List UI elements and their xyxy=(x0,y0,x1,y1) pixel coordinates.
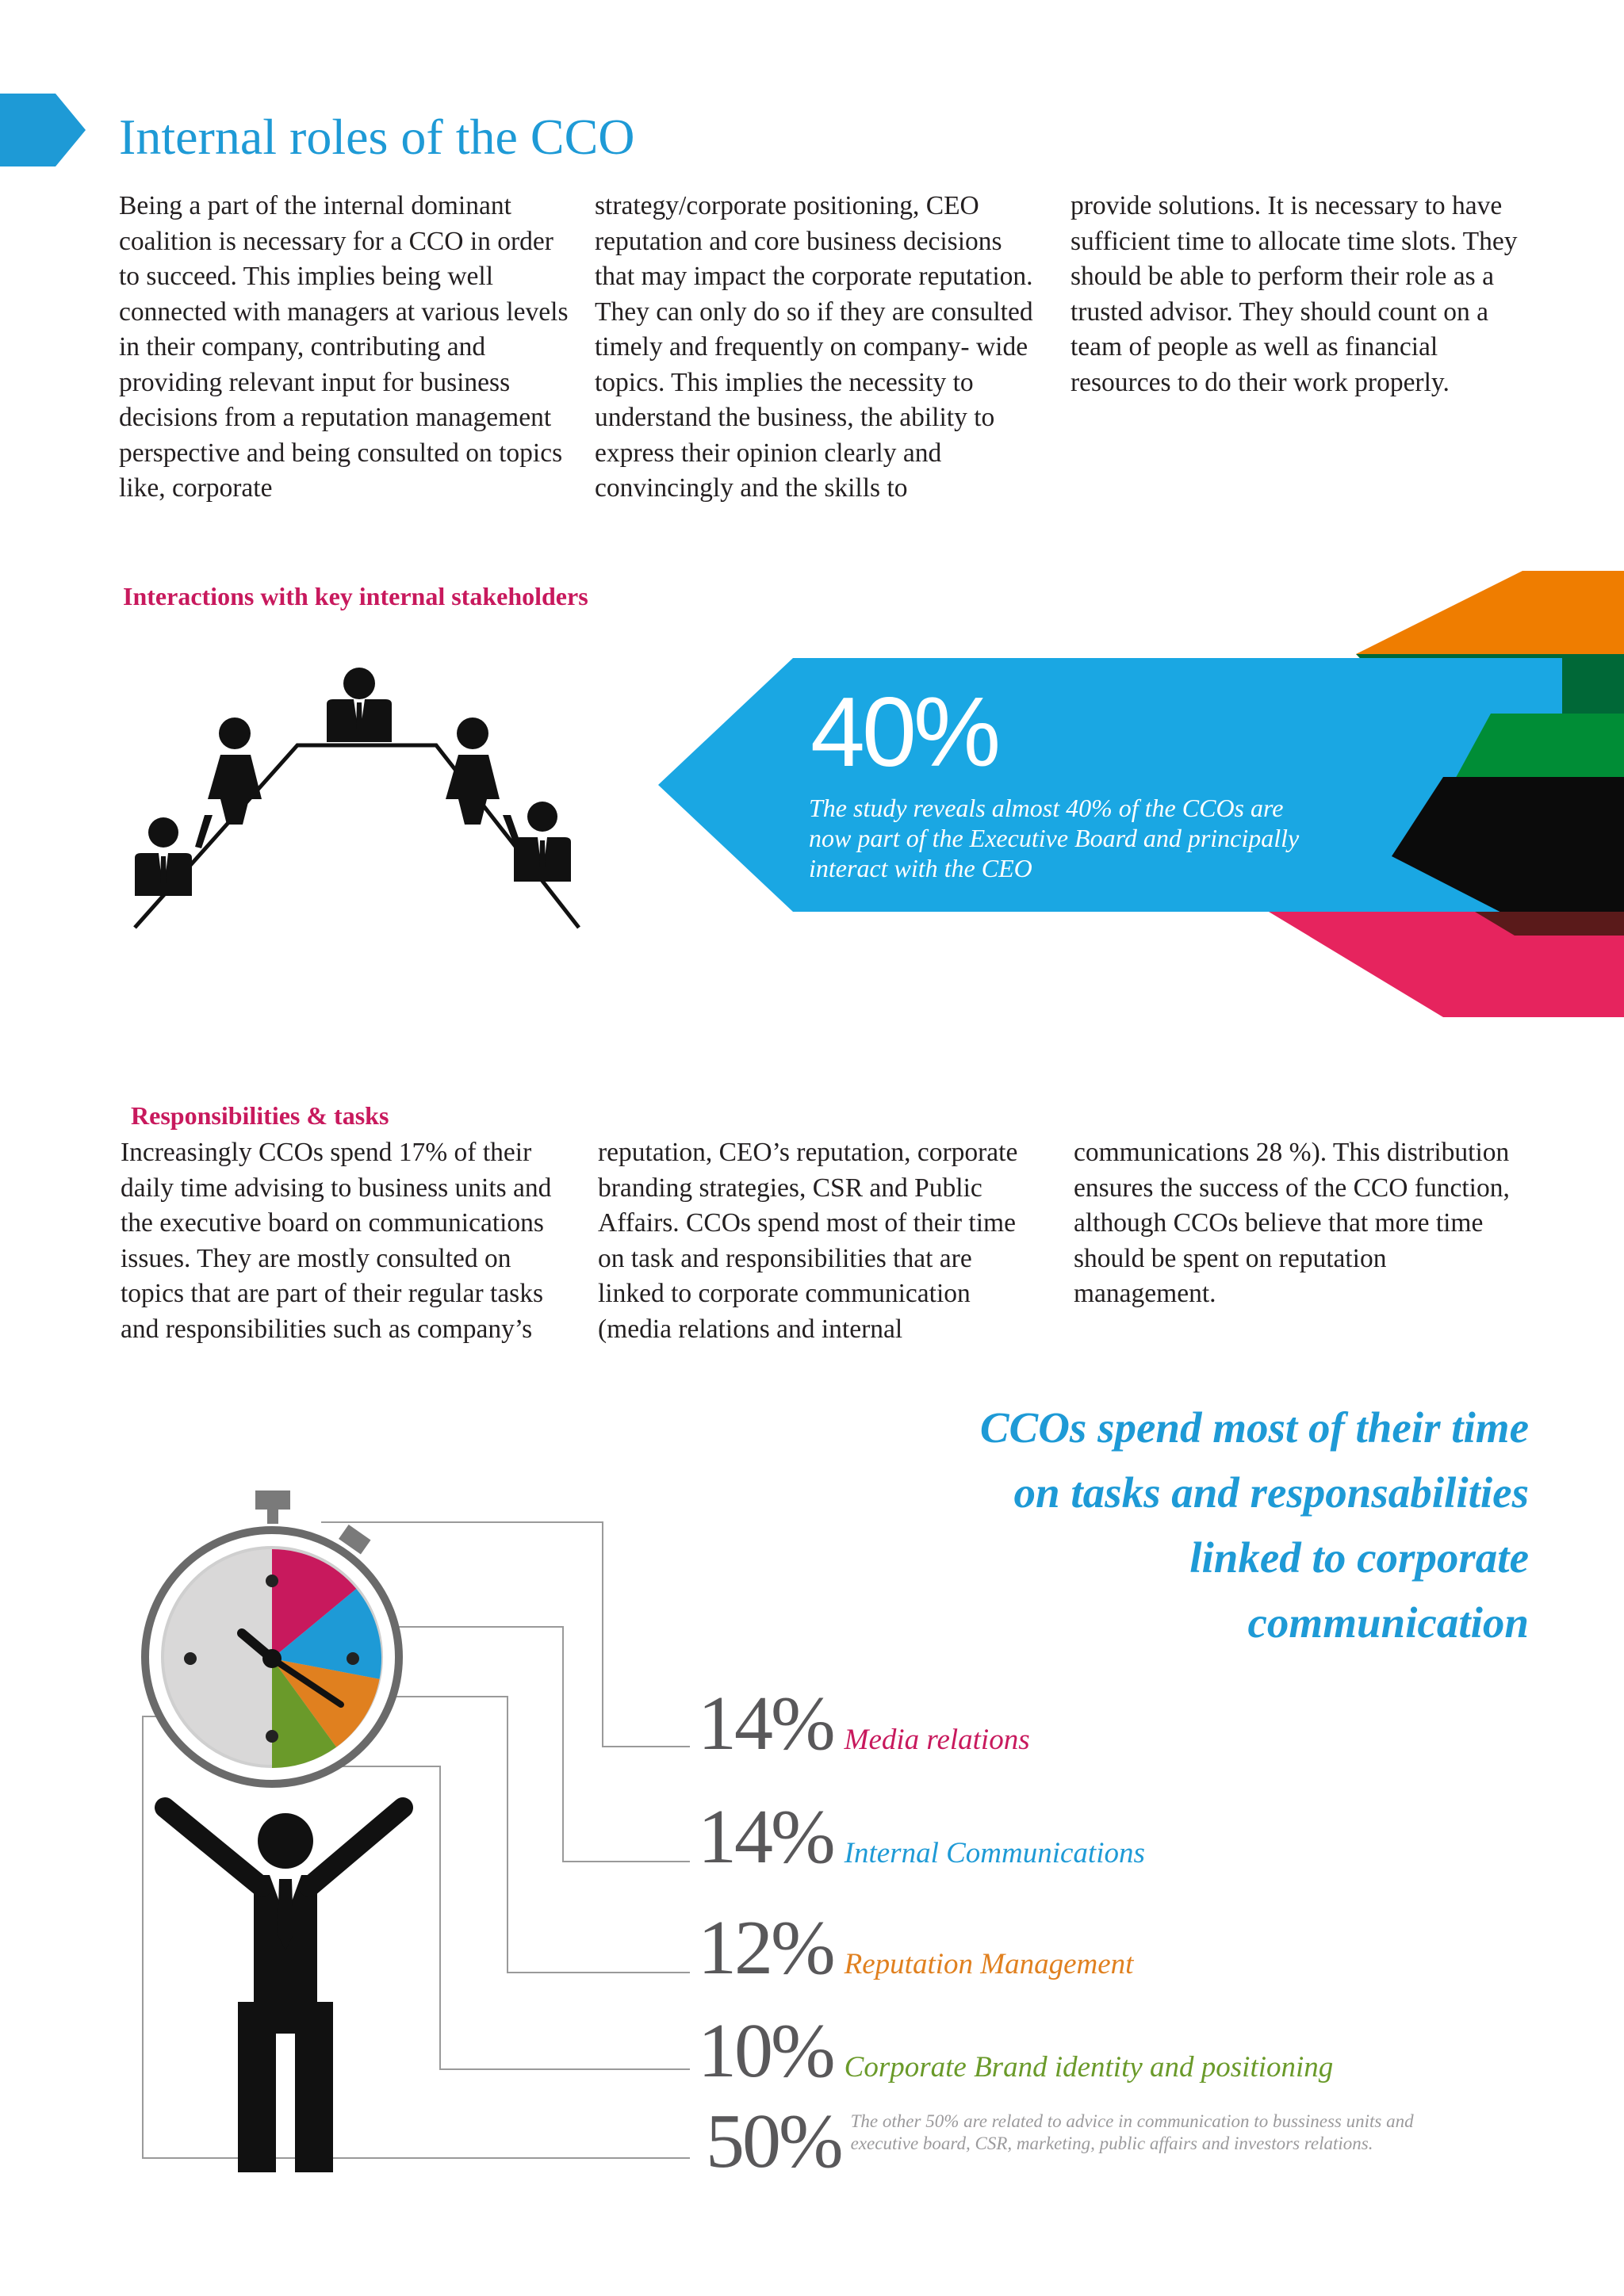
person-woman-left-icon xyxy=(195,718,262,848)
stat-row-1 xyxy=(698,1681,1030,1766)
leader-line-other xyxy=(143,1716,690,2158)
leader-line-reputation xyxy=(389,1697,690,1973)
businessman-icon xyxy=(165,1808,403,2172)
person-head-icon xyxy=(327,668,392,742)
stat-label: Internal Communications xyxy=(844,1837,1145,1869)
responsibilities-heading: Responsibilities & tasks xyxy=(131,1101,389,1130)
orange-chevron-shape xyxy=(1356,571,1624,654)
person-man-left-icon xyxy=(135,817,192,896)
stat-row-2 xyxy=(698,1794,1145,1880)
intro-column-3: provide solutions. It is necessary to have sufficient time to allocate time slots. They should be able to perform their role as a trusted advisor. They should count on a team of people as well as financial resources to do their work properly. xyxy=(1071,191,1518,397)
stat-label: Corporate Brand identity and positioning xyxy=(844,2051,1334,2084)
responsibilities-column-3: communications 28 %). This distribution ensures the success of the CCO function, although CCOs believe that more time should be spent on reputation management. xyxy=(1074,1138,1510,1308)
stat-percent: 14% xyxy=(698,1681,833,1766)
callout-text: CCOs spend most of their time on tasks and responsabilities linked to corporate communication xyxy=(979,1403,1529,1647)
stat-percent: 10% xyxy=(698,2008,833,2094)
person-woman-right-icon xyxy=(446,718,522,848)
stat-label: Reputation Management xyxy=(844,1948,1134,1980)
person-man-right-icon xyxy=(514,802,571,882)
page-title: Internal roles of the CCO xyxy=(119,109,635,165)
banner-text: The study reveals almost 40% of the CCOs are now part of the Executive Board and principally interact with the CEO xyxy=(809,794,1300,882)
title-marker xyxy=(0,94,87,166)
interactions-heading: Interactions with key internal stakeholders xyxy=(123,582,588,610)
arrow-marker-icon xyxy=(0,94,87,166)
responsibilities-column-1: Increasingly CCOs spend 17% of their daily time advising to business units and the executive board on communications issues. They are mostly consulted on topics that are part of their regular tasks and responsibilities such as company’s xyxy=(121,1138,552,1344)
leader-line-brand xyxy=(313,1766,690,2069)
intro-column-2: strategy/corporate positioning, CEO reputation and core business decisions that may impact the corporate reputation. They can only do so if they are consulted timely and frequently on company- wide topics. This implies the necessity to understand the business, the ability to express their opinion clearly and convincingly and the skills to xyxy=(595,191,1033,503)
stat-percent: 14% xyxy=(698,1794,833,1880)
stat-row-5 xyxy=(706,2099,1485,2184)
leader-line-internal xyxy=(373,1627,690,1862)
meeting-table-illustration xyxy=(119,658,595,936)
stat-note: The other 50% are related to advice in communication to bussiness units and executive board, CSR, marketing, public affairs and investors relations. xyxy=(850,2111,1414,2153)
stat-percent: 12% xyxy=(698,1905,833,1991)
stat-label: Media relations xyxy=(844,1724,1030,1756)
stopwatch-icon xyxy=(145,1490,399,1784)
stat-row-4 xyxy=(698,2008,1334,2094)
stat-percent: 50% xyxy=(706,2099,841,2184)
stat-row-3 xyxy=(698,1905,1134,1991)
responsibilities-column-2: reputation, CEO’s reputation, corporate branding strategies, CSR and Public Affairs. CCOs spend most of their time on task and responsibilities that are linked to corporate communication (media relations and internal xyxy=(598,1138,1018,1344)
intro-column-1: Being a part of the internal dominant coalition is necessary for a CCO in order to succeed. This implies being well connected with managers at various levels in their company, contributing and providing relevant input for business decisions from a reputation management perspective and being consulted on topics like, corporate xyxy=(119,191,569,503)
stopwatch-illustration xyxy=(0,1475,714,2188)
banner-percent: 40% xyxy=(810,678,998,787)
